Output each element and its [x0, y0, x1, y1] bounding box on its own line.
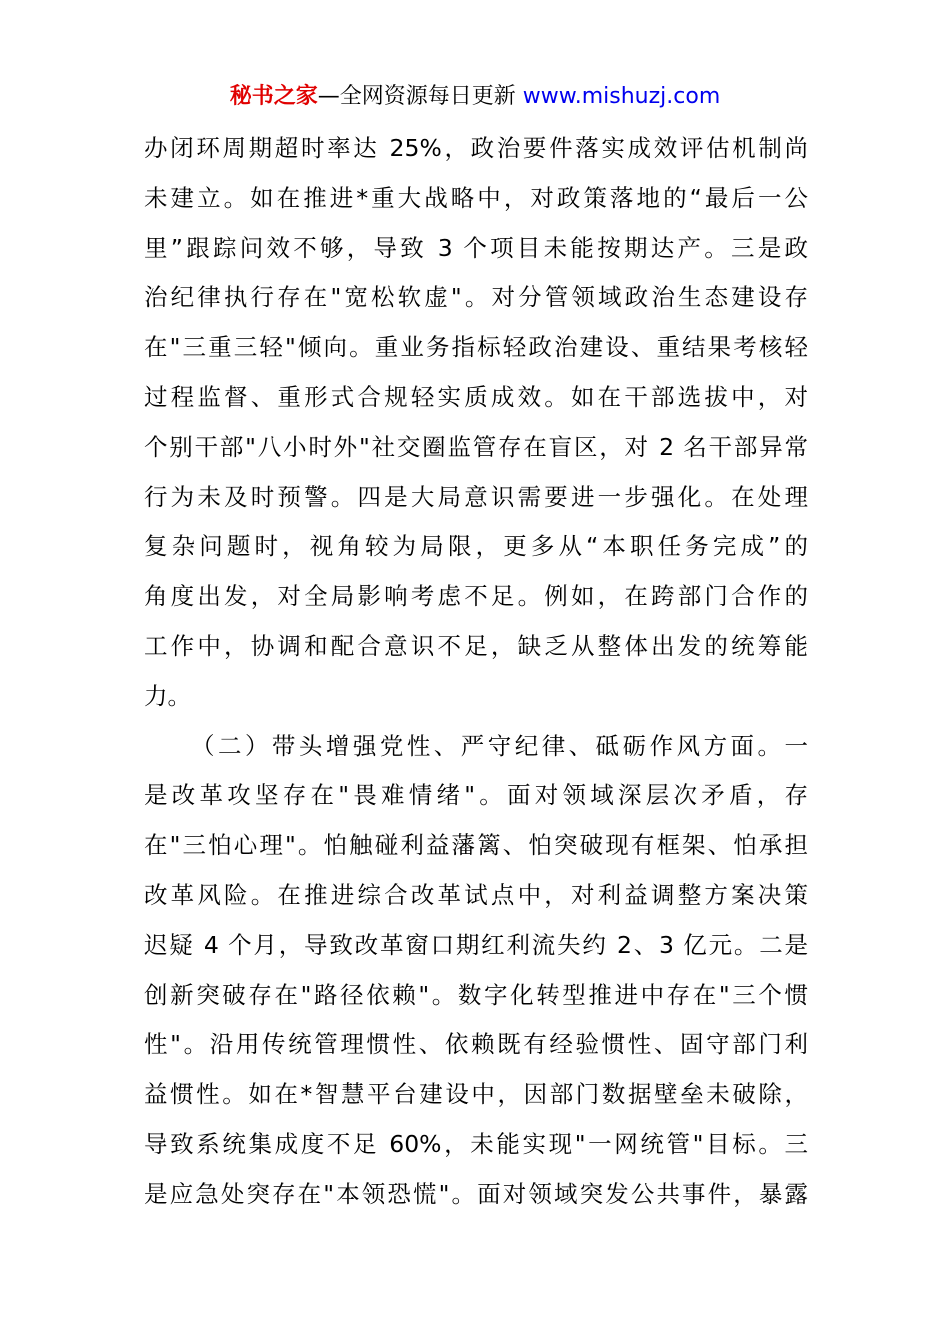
text-line: 个别干部"八小时外"社交圈监管存在盲区，对 2 名干部异常	[144, 432, 808, 461]
text-line: 改革风险。在推进综合改革试点中，对利益调整方案决策	[144, 880, 808, 909]
text-line: 未建立。如在推进*重大战略中，对政策落地的“最后一公	[144, 183, 808, 212]
section-heading-line: （二）带头增强党性、严守纪律、砥砺作风方面。一	[191, 731, 808, 760]
text-line: 里”跟踪问效不够，导致 3 个项目未能按期达产。三是政	[144, 233, 808, 262]
text-line: 角度出发，对全局影响考虑不足。例如，在跨部门合作的	[144, 582, 808, 611]
site-tagline: —全网资源每日更新	[317, 84, 516, 109]
text-line: 导致系统集成度不足 60%，未能实现"一网统管"目标。三	[144, 1129, 808, 1158]
text-line: 在"三怕心理"。怕触碰利益藩篱、怕突破现有框架、怕承担	[144, 831, 808, 860]
text-line: 在"三重三轻"倾向。重业务指标轻政治建设、重结果考核轻	[144, 333, 808, 362]
document-body	[144, 124, 808, 1220]
site-header	[0, 80, 950, 114]
text-line: 力。	[144, 681, 191, 710]
text-line: 工作中，协调和配合意识不足，缺乏从整体出发的统筹能	[144, 631, 808, 660]
text-line: 迟疑 4 个月，导致改革窗口期红利流失约 2、3 亿元。二是	[144, 930, 808, 959]
text-line: 是应急处突存在"本领恐慌"。面对领域突发公共事件，暴露	[144, 1179, 808, 1208]
text-line: 是改革攻坚存在"畏难情绪"。面对领域深层次矛盾，存	[144, 781, 808, 810]
text-line: 复杂问题时，视角较为局限，更多从“本职任务完成”的	[144, 532, 808, 561]
text-line: 办闭环周期超时率达 25%，政治要件落实成效评估机制尚	[144, 134, 808, 162]
text-line: 过程监督、重形式合规轻实质成效。如在干部选拔中，对	[144, 382, 808, 411]
text-line: 治纪律执行存在"宽松软虚"。对分管领域政治生态建设存	[144, 283, 808, 312]
text-line: 益惯性。如在*智慧平台建设中，因部门数据壁垒未破除，	[144, 1080, 808, 1109]
text-line: 性"。沿用传统管理惯性、依赖既有经验惯性、固守部门利	[144, 1030, 808, 1059]
text-line: 创新突破存在"路径依赖"。数字化转型推进中存在"三个惯	[144, 980, 808, 1009]
text-line: 行为未及时预警。四是大局意识需要进一步强化。在处理	[144, 482, 808, 511]
site-url[interactable]: www.mishuzj.com	[522, 84, 721, 109]
site-brand: 秘书之家	[229, 84, 318, 109]
